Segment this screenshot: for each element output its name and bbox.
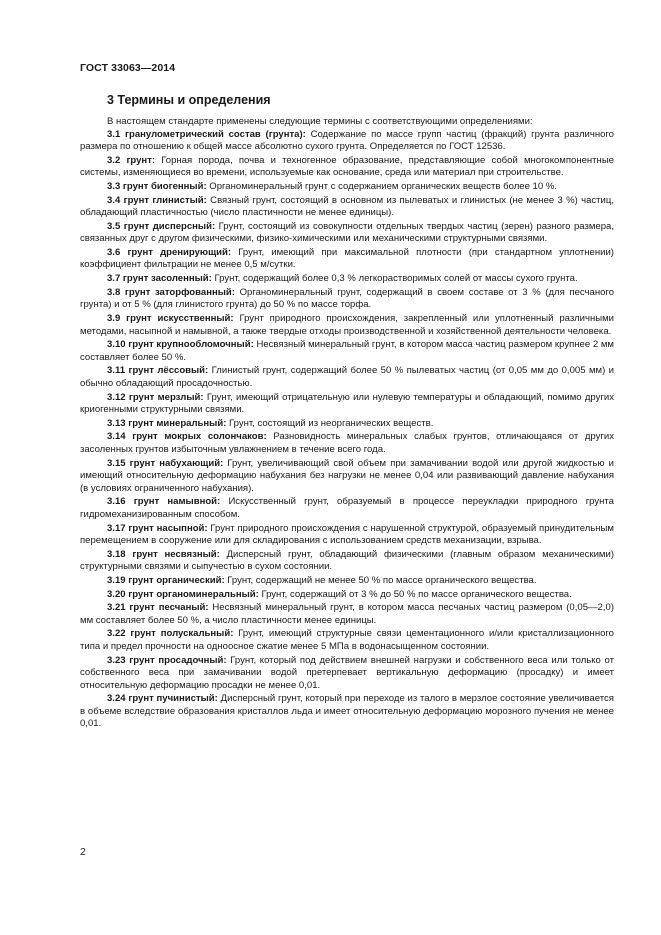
term-definition: Грунт, содержащий более 0,3 % легкорастворимых солей от массы сухого грунта. [214, 273, 578, 285]
term-definition: Грунт природного происхождения с нарушенной структурой, образуемый принудительным перемещением в сооружение или для складирования с использованием средств механизации, взрыва. [80, 522, 614, 546]
term-name: 3.17 грунт насыпной: [107, 522, 208, 534]
term-definition: Горная порода, почва и техногенное образование, представляющие собой многокомпонентные системы, изменяющиеся во времени, используемые как основание, среда или материал при строительстве. [80, 154, 614, 179]
term-name: 3.11 грунт лёссовый: [107, 365, 209, 377]
term-paragraph [80, 628, 614, 653]
standard-header: ГОСТ 33063—2014 [80, 62, 176, 74]
term-name: 3.4 грунт глинистый: [107, 194, 207, 206]
term-definition: Органоминеральный грунт, содержащий в своем составе от 3 % (для песчаного грунта) и от 5 % (для глинистого грунта) до 50 % по массе торфа. [80, 286, 614, 311]
term-paragraph [80, 523, 614, 548]
term-definition: Грунт природного происхождения, закрепленный или уплотненный различными методами, насыпной и намывной, а также твердые отходы производственной и хозяйственной деятельности человека. [80, 313, 615, 337]
term-paragraph [80, 339, 614, 364]
intro-paragraph: В настоящем стандарте применены следующие термины с соответствующими определениями: [107, 116, 533, 127]
term-definition: Грунт, содержащий от 3 % до 50 % по массе органического вещества. [261, 588, 572, 600]
term-definition: Искусственный грунт, образуемый в процессе переукладки природного грунта гидромеханизированным способом. [80, 496, 614, 520]
term-definition: Связный грунт, состоящий в основном из пылеватых и глинистых (не менее 3 %) частиц, обладающий пластичностью (число пластичности не менее единицы). [80, 194, 614, 219]
term-name: 3.14 грунт мокрых солончаков: [107, 431, 267, 443]
term-name: 3.21 грунт песчаный: [107, 602, 209, 614]
term-definition: Глинистый грунт, содержащий более 50 % пылеватых частиц (от 0,05 мм до 0,005 мм) и обычно обладающий просадочностью. [80, 365, 615, 389]
term-definition: Грунт, имеющий отрицательную или нулевую температуры и обладающий, помимо других криогенными структурными связями. [80, 391, 614, 416]
term-paragraph [80, 431, 614, 456]
term-paragraph [80, 247, 614, 272]
term-paragraph [80, 129, 614, 154]
term-paragraph [80, 221, 614, 246]
term-definition: Несвязный минеральный грунт, в котором масса частиц размером крупнее 2 мм составляет более 50 %. [80, 339, 614, 363]
term-name: 3.6 грунт дренирующий: [107, 246, 232, 258]
term-name: 3.19 грунт органический: [107, 574, 225, 586]
term-definition: Дисперсный грунт, который при переходе из талого в мерзлое состояние увеличивается в объеме вследствие образования кристаллов льда и имеет относительную деформацию морозного пучения не менее 0,01. [80, 693, 614, 730]
term-paragraph [80, 287, 614, 312]
term-name: 3.20 грунт органоминеральный: [107, 588, 259, 600]
term-name: 3.18 грунт несвязный: [107, 548, 220, 560]
term-definition: Дисперсный грунт, обладающий физическими (главным образом механическими) структурными связями и сыпучестью в сухом состоянии. [80, 548, 615, 573]
term-name: 3.24 грунт пучинистый: [107, 693, 218, 705]
terms-list [80, 129, 614, 731]
term-name: 3.22 грунт полускальный: [107, 628, 234, 640]
term-paragraph [80, 655, 614, 693]
term-definition: Грунт, имеющий при максимальной плотности (при стандартном уплотнении) коэффициент фильтрации не менее 0,5 м/сутки. [80, 246, 614, 271]
term-definition: Грунт, состоящий из неорганических веществ. [229, 417, 434, 429]
term-name: 3.16 грунт намывной: [107, 496, 221, 508]
term-definition: Содержание по массе групп частиц (фракций) грунта различного размера по отношению к общей массе абсолютно сухого грунта. Определяется по ГОСТ 12536. [80, 128, 614, 152]
term-paragraph [80, 195, 614, 220]
term-definition: Грунт, который под действием внешней нагрузки и собственного веса или только от собственного веса при замачивании водой претерпевает вертикальную деформацию (просадку) и имеет относительную деформацию просадки не менее 0,01. [80, 654, 614, 691]
term-definition: Разновидность минеральных слабых грунтов, отличающаяся от других засоленных грунтов избыточным увлажнением в течение всего года. [80, 431, 614, 455]
term-paragraph [80, 181, 614, 194]
term-definition: Грунт, имеющий структурные связи цементационного и/или кристаллизационного типа и предел прочности на одноосное сжатие менее 5 МПа в водонасыщенном состоянии. [80, 628, 614, 652]
term-definition: Грунт, содержащий не менее 50 % по массе органического вещества. [227, 574, 537, 586]
term-paragraph [80, 273, 614, 286]
term-paragraph [80, 549, 614, 574]
term-name: 3.7 грунт засоленный: [107, 273, 212, 285]
term-paragraph [80, 693, 614, 731]
term-paragraph [80, 589, 614, 602]
term-name: 3.12 грунт мерзлый: [107, 391, 204, 403]
term-paragraph [80, 496, 614, 521]
term-paragraph [80, 602, 614, 627]
term-definition: Грунт, состоящий из совокупности отдельных твердых частиц (зерен) разного размера, связанных друг с другом физическими, физико-химическими или механическими структурными связями. [80, 220, 615, 245]
page-number: 2 [80, 846, 86, 858]
term-paragraph [80, 458, 614, 496]
term-name: 3.2 грунт: [107, 154, 156, 166]
term-name: 3.15 грунт набухающий: [107, 457, 224, 469]
term-paragraph [80, 575, 614, 588]
term-definition: Органоминеральный грунт с содержанием органических веществ более 10 %. [209, 180, 557, 192]
term-definition: Несвязный минеральный грунт, в котором масса песчаных частиц размером (0,05—2,0) мм составляет более 50 %, а число пластичности менее единицы. [80, 602, 615, 626]
term-name: 3.3 грунт биогенный: [107, 180, 207, 192]
term-name: 3.10 грунт крупнообломочный: [107, 339, 254, 351]
term-name: 3.13 грунт минеральный: [107, 417, 227, 429]
term-name: 3.1 гранулометрический состав (грунта): [107, 128, 306, 140]
term-paragraph [80, 155, 614, 180]
term-paragraph [80, 418, 614, 431]
term-paragraph [80, 365, 614, 390]
term-name: 3.23 грунт просадочный: [107, 654, 227, 666]
term-paragraph [80, 313, 614, 338]
term-name: 3.9 грунт искусственный: [107, 313, 234, 324]
term-definition: Грунт, увеличивающий свой объем при замачивании водой или другой жидкостью и имеющий относительную деформацию набухания без нагрузки не менее 0,04 или развивающий давление набухания (в условиях ограниченного набухания). [80, 457, 614, 494]
term-name: 3.8 грунт заторфованный: [107, 286, 235, 298]
term-name: 3.5 грунт дисперсный: [107, 220, 216, 232]
section-title: 3 Термины и определения [107, 93, 271, 107]
terms-body [80, 116, 614, 731]
term-paragraph [80, 392, 614, 417]
